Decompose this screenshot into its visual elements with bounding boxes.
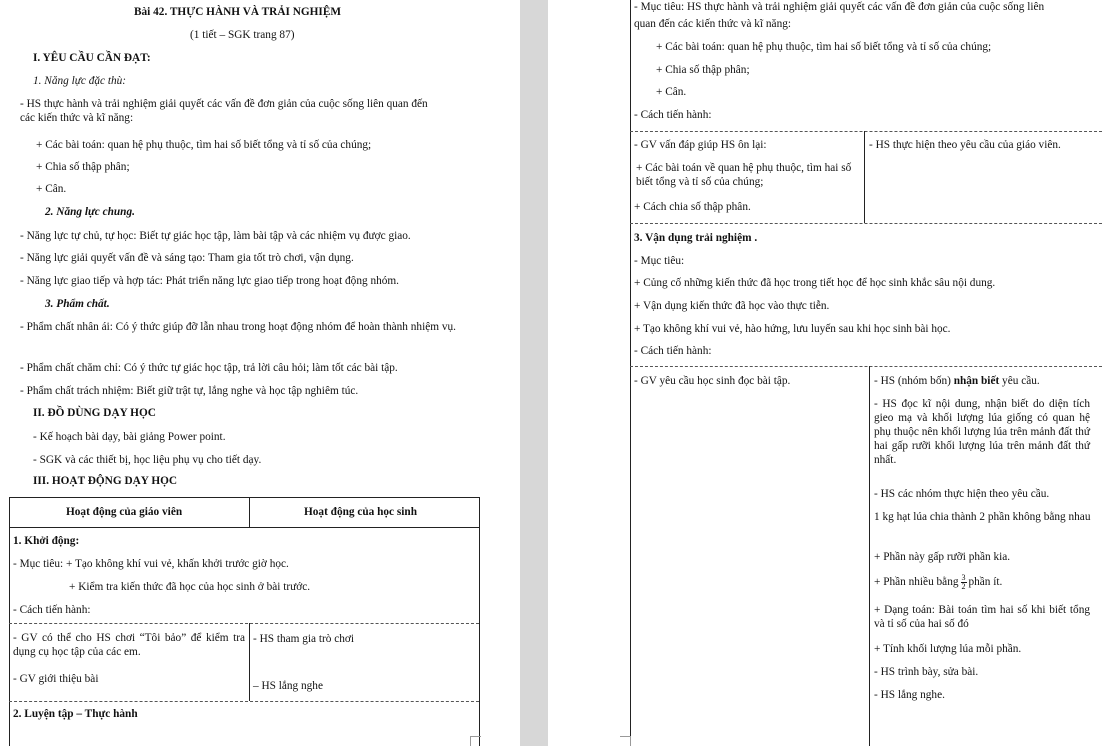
student-activity: - HS lắng nghe. xyxy=(874,689,945,701)
table-border xyxy=(630,223,1102,224)
student-activity: – HS lắng nghe xyxy=(253,680,323,692)
fraction-numerator: 3 xyxy=(961,573,966,582)
document-page-left xyxy=(0,0,520,746)
student-activity: + Phần này gấp rưỡi phần kia. xyxy=(874,551,1011,563)
table-border xyxy=(630,0,631,746)
activity-heading-practice: 2. Luyện tập – Thực hành xyxy=(13,708,138,720)
subheading-specific-competence: 1. Năng lực đặc thù: xyxy=(33,75,127,87)
section-heading-requirements: I. YÊU CẦU CẦN ĐẠT: xyxy=(33,52,151,64)
list-item: - Phẩm chất chăm chỉ: Có ý thức tự giác học tập, trả lời câu hỏi; làm tốt các bài tập. xyxy=(20,362,398,374)
table-border xyxy=(9,497,10,746)
list-item: - Năng lực giao tiếp và hợp tác: Phát triển năng lực giao tiếp trong hoạt động nhóm. xyxy=(20,275,400,287)
teacher-activity: + Các bài toán về quan hệ phụ thuộc, tìm hai số biết tổng và tỉ số của chúng; xyxy=(636,162,852,188)
student-activity: - HS đọc kĩ nội dung, nhận biết do diện tích gieo mạ và khối lượng lúa giống có quan hệ phụ thuộc nên khối lượng lúa trên mảnh đất thứ hai gấp rưỡi khối lượng lúa trên mảnh đất thứ nhất. xyxy=(874,398,1090,466)
list-item: - Năng lực giải quyết vấn đề và sáng tạo: Tham gia tốt trò chơi, vận dụng. xyxy=(20,252,354,264)
lesson-subtitle: (1 tiết – SGK trang 87) xyxy=(190,29,295,41)
fraction xyxy=(961,574,967,591)
activity-heading-apply: 3. Vận dụng trải nghiệm . xyxy=(634,232,758,244)
list-item: + Tạo không khí vui vẻ, hào hứng, lưu luyến sau khi học sinh bài học. xyxy=(634,323,951,335)
student-activity-text: yêu cầu. xyxy=(999,375,1040,387)
activity-heading-warmup: 1. Khởi động: xyxy=(13,535,80,547)
paragraph-line: - Cách tiến hành: xyxy=(13,604,91,616)
student-activity: - HS thực hiện theo yêu cầu của giáo viên. xyxy=(869,139,1061,151)
list-item: - Năng lực tự chủ, tự học: Biết tự giác học tập, làm bài tập và các nhiệm vụ được giao. xyxy=(20,230,411,242)
teacher-activity: - GV có thể cho HS chơi “Tôi bảo” để kiểm tra dụng cụ học tập của các em. xyxy=(13,632,245,658)
table-header-student: Hoạt động của học sinh xyxy=(304,506,417,518)
student-activity-text: + Phần nhiều bằng xyxy=(874,576,959,589)
table-border xyxy=(479,497,480,746)
paragraph-line: - Mục tiêu: HS thực hành và trải nghiệm giải quyết các vấn đề đơn giản của cuộc sống liên xyxy=(634,1,1045,13)
page-corner-mark xyxy=(620,736,631,746)
paragraph-line: - HS thực hành và trải nghiệm giải quyết các vấn đề đơn giản của cuộc sống liên quan đến xyxy=(20,98,428,110)
student-activity xyxy=(874,574,1002,591)
teacher-activity: - GV vấn đáp giúp HS ôn lại: xyxy=(634,139,767,151)
paragraph-line: - Mục tiêu: xyxy=(634,255,685,267)
subheading-general-competence: 2. Năng lực chung. xyxy=(45,206,135,218)
table-border xyxy=(249,623,250,701)
student-activity xyxy=(874,374,1040,388)
paragraph-line: quan đến các kiến thức và kĩ năng: xyxy=(634,18,792,30)
table-header-teacher: Hoạt động của giáo viên xyxy=(66,506,183,518)
list-item: + Cân. xyxy=(36,183,67,195)
list-item: + Các bài toán: quan hệ phụ thuộc, tìm hai số biết tổng và tỉ số của chúng; xyxy=(36,139,372,151)
student-activity-text: phần ít. xyxy=(968,576,1003,589)
table-border xyxy=(630,366,1102,367)
student-activity: - HS các nhóm thực hiện theo yêu cầu. xyxy=(874,488,1050,500)
list-item: + Chia số thập phân; xyxy=(36,161,130,173)
student-activity-text: - HS (nhóm bốn) xyxy=(874,375,954,387)
teacher-activity: - GV giới thiệu bài xyxy=(13,673,99,685)
student-activity: - HS tham gia trò chơi xyxy=(253,633,355,645)
list-item: - Kế hoạch bài dạy, bài giảng Power point. xyxy=(33,431,226,443)
subheading-qualities: 3. Phẩm chất. xyxy=(45,298,110,310)
table-border xyxy=(9,527,479,528)
list-item: + Củng cố những kiến thức đã học trong tiết học để học sinh khắc sâu nội dung. xyxy=(634,277,996,289)
teacher-activity: - GV yêu cầu học sinh đọc bài tập. xyxy=(634,375,791,387)
document-page-right xyxy=(548,0,1102,746)
section-heading-materials: II. ĐỒ DÙNG DẠY HỌC xyxy=(33,407,156,419)
fraction-denominator: 2 xyxy=(961,582,966,591)
paragraph-line: - Cách tiến hành: xyxy=(634,109,712,121)
table-border xyxy=(864,131,865,223)
table-border xyxy=(249,497,250,527)
list-item: + Cân. xyxy=(656,86,687,98)
paragraph-line: - Cách tiến hành: xyxy=(634,345,712,357)
paragraph-line: + Kiểm tra kiến thức đã học của học sinh ở bài trước. xyxy=(69,581,311,593)
list-item: + Vận dụng kiến thức đã học vào thực tiễn. xyxy=(634,300,830,312)
paragraph-line: các kiến thức và kĩ năng: xyxy=(20,112,134,124)
paragraph-line: - Mục tiêu: + Tạo không khí vui vẻ, khấn khởi trước giờ học. xyxy=(13,558,289,570)
student-activity: + Tính khối lượng lúa mỗi phần. xyxy=(874,643,1022,655)
section-heading-activities: III. HOẠT ĐỘNG DẠY HỌC xyxy=(33,475,178,487)
teacher-activity: + Cách chia số thập phân. xyxy=(634,201,751,213)
list-item: - Phẩm chất trách nhiệm: Biết giữ trật tự, lắng nghe và học tập nghiêm túc. xyxy=(20,385,359,397)
student-activity: - HS trình bày, sửa bài. xyxy=(874,666,979,678)
list-item: + Các bài toán: quan hệ phụ thuộc, tìm hai số biết tổng và tỉ số của chúng; xyxy=(656,41,992,53)
list-item: + Chia số thập phân; xyxy=(656,64,750,76)
student-activity: + Dạng toán: Bài toán tìm hai số khi biết tổng và tỉ số của hai số đó xyxy=(874,604,1090,630)
list-item: - SGK và các thiết bị, học liệu phụ vụ cho tiết dạy. xyxy=(33,454,262,466)
page-corner-mark xyxy=(470,736,481,746)
student-activity: 1 kg hạt lúa chia thành 2 phần không bằng nhau xyxy=(874,511,1091,523)
table-border xyxy=(9,701,479,702)
table-border xyxy=(630,131,1102,132)
student-activity-emphasis: nhận biết xyxy=(953,375,1000,387)
table-border xyxy=(9,623,479,624)
lesson-title: Bài 42. THỰC HÀNH VÀ TRẢI NGHIỆM xyxy=(134,6,342,18)
list-item: - Phẩm chất nhân ái: Có ý thức giúp đỡ lẫn nhau trong hoạt động nhóm để hoàn thành nhiệm vụ. xyxy=(20,321,456,333)
table-border xyxy=(869,366,870,746)
table-border xyxy=(9,497,479,498)
